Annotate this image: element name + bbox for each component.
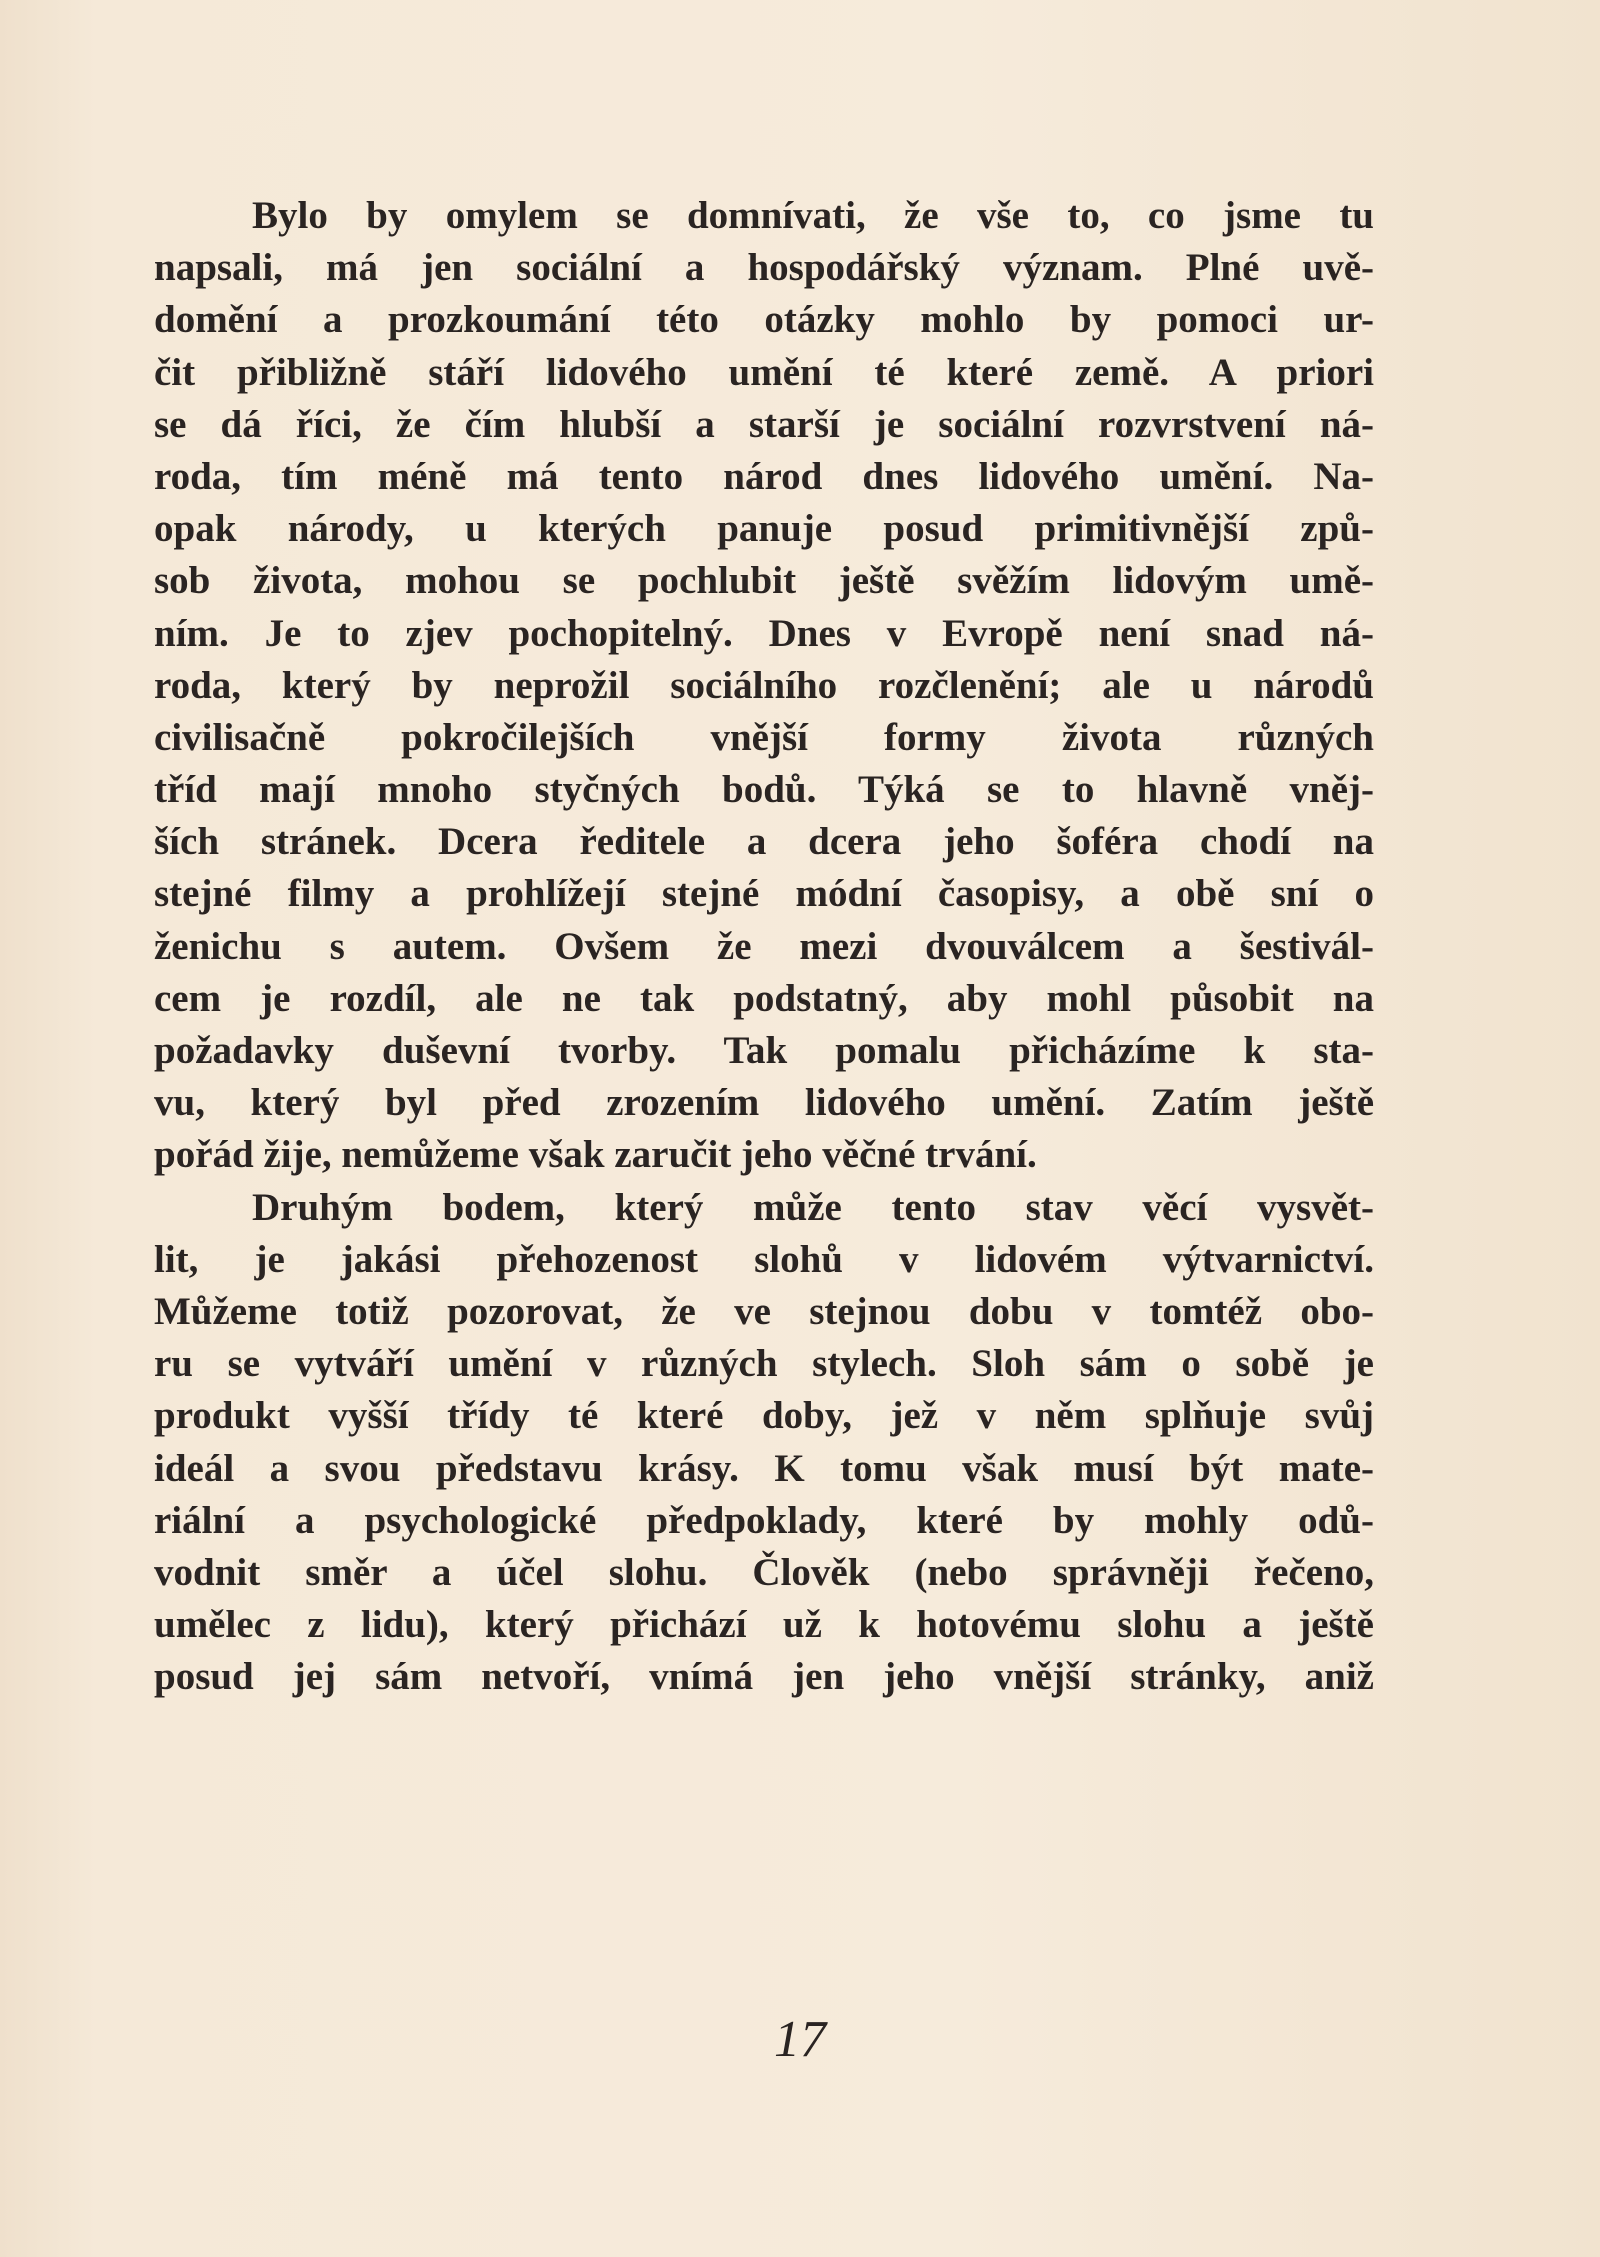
- text-line: požadavky duševní tvorby. Tak pomalu přicházíme k sta-: [154, 1029, 1374, 1072]
- text-line: tříd mají mnoho styčných bodů. Týká se to hlavně vněj-: [154, 768, 1374, 812]
- text-line: cem je rozdíl, ale ne tak podstatný, aby mohl působit na: [154, 976, 1374, 1020]
- text-line: ru se vytváří umění v různých stylech. Sloh sám o sobě je: [154, 1342, 1374, 1386]
- text-line: vu, který byl před zrozením lidového umění. Zatím ještě: [154, 1081, 1374, 1125]
- text-line: domění a prozkoumání této otázky mohlo by pomoci ur-: [154, 298, 1374, 342]
- text-line: riální a psychologické předpoklady, které by mohly odů-: [154, 1498, 1374, 1542]
- text-line: stejné filmy a prohlížejí stejné módní časopisy, a obě sní o: [154, 872, 1374, 916]
- text-line: umělec z lidu), který přichází už k hotovému slohu a ještě: [154, 1603, 1374, 1647]
- text-line: čit přibližně stáří lidového umění té které země. A priori: [154, 350, 1374, 394]
- text-line: ním. Je to zjev pochopitelný. Dnes v Evropě není snad ná-: [154, 611, 1374, 655]
- text-line: Bylo by omylem se domnívati, že vše to, co jsme tu: [252, 194, 1374, 237]
- body-text: [154, 190, 1374, 1703]
- text-line: ženichu s autem. Ovšem že mezi dvouválcem a šestivál-: [154, 924, 1374, 968]
- text-line: roda, který by neprožil sociálního rozčlenění; ale u národů: [154, 663, 1374, 707]
- text-line: roda, tím méně má tento národ dnes lidového umění. Na-: [154, 454, 1374, 498]
- text-line: pořád žije, nemůžeme však zaručit jeho věčné trvání.: [154, 1133, 1037, 1177]
- text-line: civilisačně pokročilejších vnější formy života různých: [154, 715, 1374, 759]
- text-line: opak národy, u kterých panuje posud primitivnější způ-: [154, 507, 1374, 551]
- text-line: lit, je jakási přehozenost slohů v lidovém výtvarnictví.: [154, 1237, 1374, 1281]
- text-line: Můžeme totiž pozorovat, že ve stejnou dobu v tomtéž obo-: [154, 1289, 1374, 1333]
- text-line: ideál a svou představu krásy. K tomu však musí být mate-: [154, 1446, 1374, 1490]
- text-line: napsali, má jen sociální a hospodářský význam. Plné uvě-: [154, 246, 1374, 290]
- text-line: produkt vyšší třídy té které doby, jež v něm splňuje svůj: [154, 1394, 1374, 1438]
- text-line: sob života, mohou se pochlubit ještě svěžím lidovým umě-: [154, 559, 1374, 603]
- paragraph-1: [154, 190, 1374, 1182]
- page-number: 17: [774, 2011, 826, 2068]
- text-line: se dá říci, že čím hlubší a starší je sociální rozvrstvení ná-: [154, 402, 1374, 446]
- text-line: Druhým bodem, který může tento stav věcí vysvět-: [252, 1185, 1374, 1229]
- text-line: ších stránek. Dcera ředitele a dcera jeho šoféra chodí na: [154, 820, 1374, 864]
- paragraph-2: [154, 1182, 1374, 1704]
- text-line: vodnit směr a účel slohu. Člověk (nebo správněji řečeno,: [154, 1550, 1374, 1594]
- text-line: posud jej sám netvoří, vnímá jen jeho vnější stránky, aniž: [154, 1655, 1374, 1699]
